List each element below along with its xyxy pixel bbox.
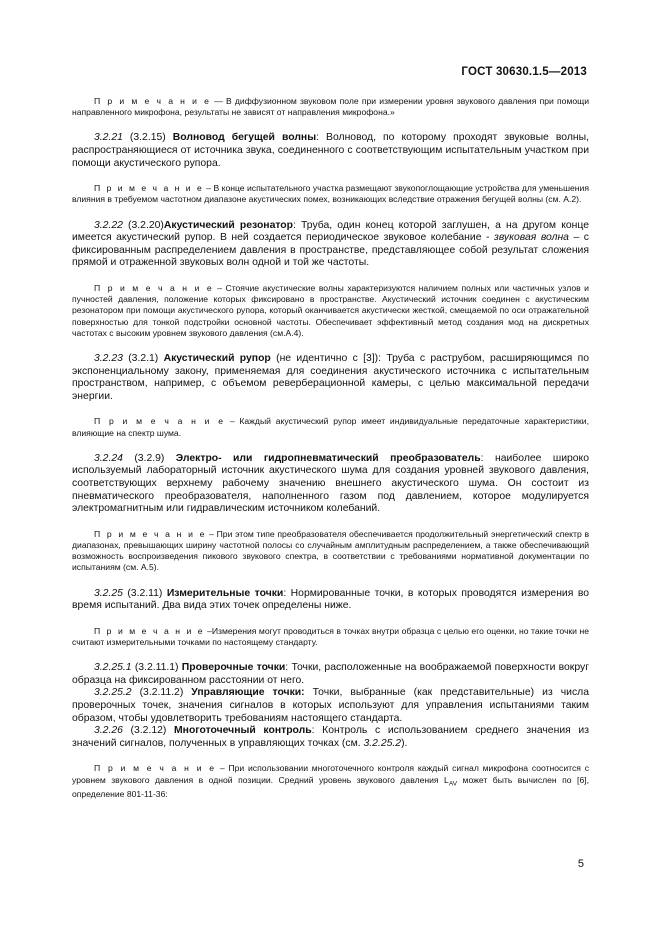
note-text: В конце испытательного участка размещают звукопоглощающие устройства для уменьшения влияния в требуемом частотном диапазоне акустических помех, возникающих вследствие отражения бегущей волны (см. А.2). [72,183,589,205]
note-paragraph: П р и м е ч а н и е – При этом типе преобразователя обеспечивается продолжительный энергетический спектр в диапазонах, превышающих ширину частотной полосы со случайным амплитудным распределением, а также обеспечивающий возможность воспроизведения пикового звукового спектра, в соответствии с требованиями нормативной документации по испытаниям (см. А.5). [72,528,590,573]
clause-number: 3.2.23 [94,352,123,364]
term-definition [72,353,589,403]
clause-number: 3.2.26 [94,725,123,737]
clause-number: 3.2.25.2 [94,687,132,699]
term-text: (не идентично с [3]): Труба с раструбом, расширяющимся по экспоненциальному закону, применяемая для соединения акустического источника с испытательным пространством, например, с объемом реверберационной камеры, с целью максимальной передачи энергии. [72,352,589,402]
term-title: Акустический резонатор [163,219,293,231]
clause-reference: (3.2.11.1) [131,662,182,674]
page-content [72,96,589,801]
note-paragraph: П р и м е ч а н и е – В конце испытательного участка размещают звукопоглощающие устройства для уменьшения влияния в требуемом частотном диапазоне акустических помех, возникающих вследствие отражения бегущей волны (см. А.2). [72,183,589,205]
term-italic: 3.2.25.2 [363,737,402,749]
term-text: : Контроль с использованием среднего значения из значений сигналов, полученных в управляющих точках (см. [72,725,589,749]
note-label: П р и м е ч а н и е [94,763,217,774]
term-definition [72,588,589,613]
note-label: П р и м е ч а н и е [94,416,226,427]
clause-reference: (3.2.15) [122,132,173,144]
note-paragraph: П р и м е ч а н и е – Стоячие акустические волны характеризуются наличием полных или частичных узлов и пучностей давления, положение которых фиксировано в пространстве. Акустический источник соединен с акустическим резонатором при помощи акустического рупора, который оканчивается акустически жесткой, смещаемой по оси отражательной поверхностью для тонкой подстройки основной частоты. Обеспечивает эффективный метод создания мод на дискретных частотах с высоким уровнем звукового давления (см.А.4). [72,282,589,338]
term-text: – с фиксированным распределением давления в пространстве, представляющее собой результат сложения прямой и отраженной звуковых волн одной и той же частоты. [72,232,589,269]
clause-number: 3.2.22 [94,219,123,231]
term-title: Акустический рупор [163,352,271,364]
clause-reference: (3.2.11) [122,587,167,599]
clause-reference: (3.2.1) [122,352,164,364]
clause-number: 3.2.24 [94,452,123,464]
note-text: Измерения могут проводиться в точках внутри образца с целью его оценки, но такие точки не считают измерительными точками по настоящему стандарту. [72,625,590,647]
term-definition [72,453,589,516]
term-text: : Нормированные точки, в которых проводятся измерения во время испытаний. Два вида этих точек определены ниже. [72,587,590,612]
note-text: При использовании многоточечного контроля каждый сигнал микрофона соотносится с уровнем звукового давления в одной позиции. Средний уровень звукового давления L [72,763,590,785]
clause-number: 3.2.25 [94,587,123,599]
term-definition [72,687,589,725]
clause-reference: (3.2.20) [122,219,164,231]
note-text: может быть вычислен по [6], определение 801-11-36: [72,774,590,800]
term-italic: звуковая волна [494,232,569,244]
note-paragraph: П р и м е ч а н и е –Измерения могут проводиться в точках внутри образца с целью его оценки, но такие точки не считают измерительными точками по настоящему стандарту. [72,625,590,647]
subscript: AV [448,780,458,788]
term-definition [72,725,589,750]
note-label: П р и м е ч а н и е [94,183,204,194]
term-title: Управляющие точки: [191,687,305,699]
note-label: П р и м е ч а н и е [94,625,205,636]
clause-number: 3.2.25.1 [94,662,132,674]
term-title: Электро- или гидропневматический преобразователь [175,452,481,464]
term-text: : Труба, один конец которой заглушен, а на другом конце имеется акустический рупор. В ней создается периодическое звуковое колебание - [72,219,590,244]
note-text: При этом типе преобразователя обеспечивается продолжительный энергетический спектр в диапазонах, превышающих ширину частотной полосы со случайным амплитудным распределением, а также обеспечивающий возможность воспроизведения пикового звукового спектра, в соответствии с требованиями нормативной документации по испытаниям (см. А.5). [72,528,590,573]
note-paragraph: П р и м е ч а н и е — В диффузионном звуковом поле при измерении уровня звукового давления при помощи направленного микрофона, результаты не зависят от направления микрофона.» [72,96,590,118]
term-title: Измерительные точки [166,587,284,599]
term-text: : наиболее широко используемый лабораторный источник акустического шума для создания уровней звукового давления, соответствующих верхнему рабочему значению внешнего акустического шума. Он состоит из пневматического преобразователя, наполненного газом под давлением, которое модулируется электромагнитным или гидравлическим источником колебаний. [72,452,590,515]
note-label: П р и м е ч а н и е [94,96,211,106]
document-header: ГОСТ 30630.1.5—2013 [461,66,587,78]
clause-reference: (3.2.12) [122,725,175,737]
note-text: Стоячие акустические волны характеризуются наличием полных или частичных узлов и пучностей давления, положение которых фиксировано в пространстве. Акустический источник соединен с акустическим резонатором при помощи акустического рупора, который оканчивается акустически жесткой, смещаемой по оси отражательной поверхностью для тонкой подстройки основной частоты. Обеспечивает эффективный метод создания мод на дискретных частотах с высоким уровнем звукового давления (см.А.4). [72,282,589,338]
term-title: Волновод бегущей волны [172,132,317,144]
term-text: : Точки, расположенные на воображаемой поверхности вокруг образца на фиксированном расстоянии от него. [72,662,589,686]
note-text: В диффузионном звуковом поле при измерении уровня звукового давления при помощи направленного микрофона, результаты не зависят от направления микрофона.» [72,96,590,118]
term-title: Проверочные точки [181,662,286,674]
clause-number: 3.2.21 [94,132,123,144]
clause-reference: (3.2.11.2) [131,687,192,699]
note-paragraph: П р и м е ч а н и е – При использовании многоточечного контроля каждый сигнал микрофона соотносится с уровнем звукового давления в одной позиции. Средний уровень звукового давления $L_{AV}$ может быть вычислен по [6], определение 801-11-36: [72,763,590,800]
term-definition [72,662,589,687]
term-text: Точки, выбранные (как представительные) из числа проверочных точек, значения сигналов в которых используют для управления испытаниями таким образом, чтобы удовлетворить требованиям настоящего стандарта. [72,687,589,724]
note-label: П р и м е ч а н и е [94,528,207,539]
page-number: 5 [577,858,584,870]
term-text: : Волновод, по которому проходят звуковые волны, распространяющиеся от источника звука, соединенного с соответствующим испытательным участком при помощи акустического рупора. [72,132,589,169]
note-paragraph: П р и м е ч а н и е – Каждый акустический рупор имеет индивидуальные передаточные характеристики, влияющие на спектр шума. [72,416,589,438]
note-text: Каждый акустический рупор имеет индивидуальные передаточные характеристики, влияющие на спектр шума. [72,416,589,438]
term-title: Многоточечный контроль [174,725,312,737]
term-definition [72,132,589,170]
clause-reference: (3.2.9) [122,452,176,464]
note-label: П р и м е ч а н и е [94,282,214,293]
term-definition [72,220,589,270]
term-text: ). [401,737,408,749]
